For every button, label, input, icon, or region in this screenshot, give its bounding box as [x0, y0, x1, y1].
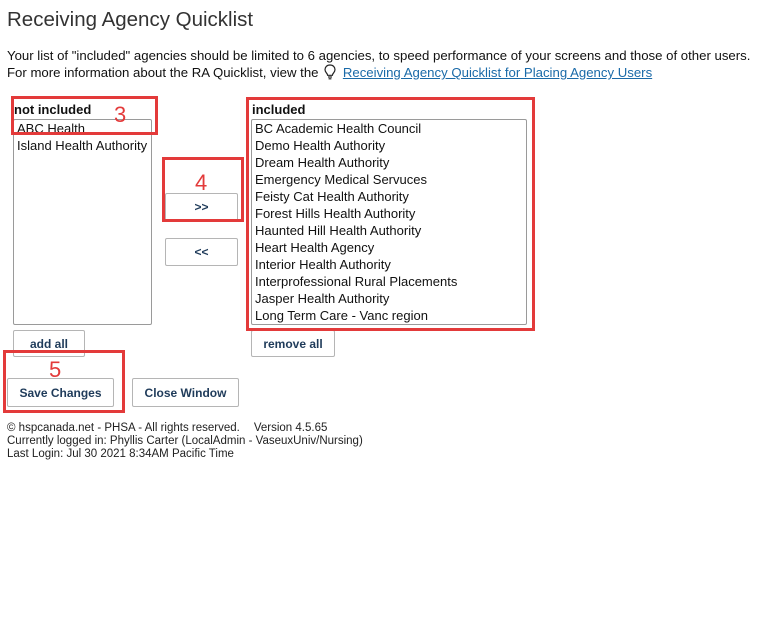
save-changes-button[interactable]: Save Changes	[7, 378, 114, 407]
list-item[interactable]: ABC Health	[17, 121, 85, 136]
logged-in-text: Currently logged in: Phyllis Carter (LocalAdmin - VaseuxUniv/Nursing)	[7, 435, 363, 447]
list-item[interactable]: Jasper Health Authority	[255, 291, 390, 306]
intro-line-2-text: For more information about the RA Quicklist, view the	[7, 65, 319, 80]
move-left-button[interactable]: <<	[165, 238, 238, 266]
included-listbox[interactable]	[251, 119, 527, 325]
included-label: included	[252, 102, 306, 117]
copyright-text: © hspcanada.net - PHSA - All rights reserved.	[7, 422, 240, 434]
list-item[interactable]: Long Term Care - Vanc region	[255, 308, 428, 323]
page-title: Receiving Agency Quicklist	[7, 8, 254, 31]
list-item[interactable]: BC Academic Health Council	[255, 121, 422, 136]
not-included-listbox[interactable]	[13, 119, 152, 325]
add-all-button[interactable]: add all	[13, 330, 85, 357]
quicklist-help-link[interactable]: Receiving Agency Quicklist for Placing Agency Users	[342, 65, 653, 80]
remove-all-button[interactable]: remove all	[251, 330, 335, 357]
move-right-button[interactable]: >>	[165, 193, 238, 221]
list-item[interactable]: Haunted Hill Health Authority	[255, 223, 422, 238]
lightbulb-icon	[324, 64, 336, 84]
list-item[interactable]: Feisty Cat Health Authority	[255, 189, 409, 204]
list-item[interactable]: Dream Health Authority	[255, 155, 390, 170]
last-login-text: Last Login: Jul 30 2021 8:34AM Pacific Time	[7, 448, 234, 460]
close-window-button[interactable]: Close Window	[132, 378, 239, 407]
callout-5: 5	[49, 357, 62, 382]
list-item[interactable]: Heart Health Agency	[255, 240, 375, 255]
callout-4: 4	[195, 170, 208, 195]
intro-line-2	[7, 64, 750, 84]
list-item[interactable]: Forest Hills Health Authority	[255, 206, 416, 221]
footer-line-1	[7, 422, 363, 435]
list-item[interactable]: Interprofessional Rural Placements	[255, 274, 458, 289]
not-included-label: not included	[14, 102, 92, 117]
list-item[interactable]: Emergency Medical Servuces	[255, 172, 427, 187]
list-item[interactable]: Demo Health Authority	[255, 138, 386, 153]
intro-text	[7, 47, 750, 84]
footer	[7, 422, 363, 461]
callout-3: 3	[114, 102, 127, 127]
list-item[interactable]: Island Health Authority	[17, 138, 148, 153]
list-item[interactable]: Interior Health Authority	[255, 257, 391, 272]
intro-line-1: Your list of "included" agencies should be limited to 6 agencies, to speed performance of your screens and those of other users.	[7, 48, 751, 63]
version-text: Version 4.5.65	[253, 422, 328, 434]
